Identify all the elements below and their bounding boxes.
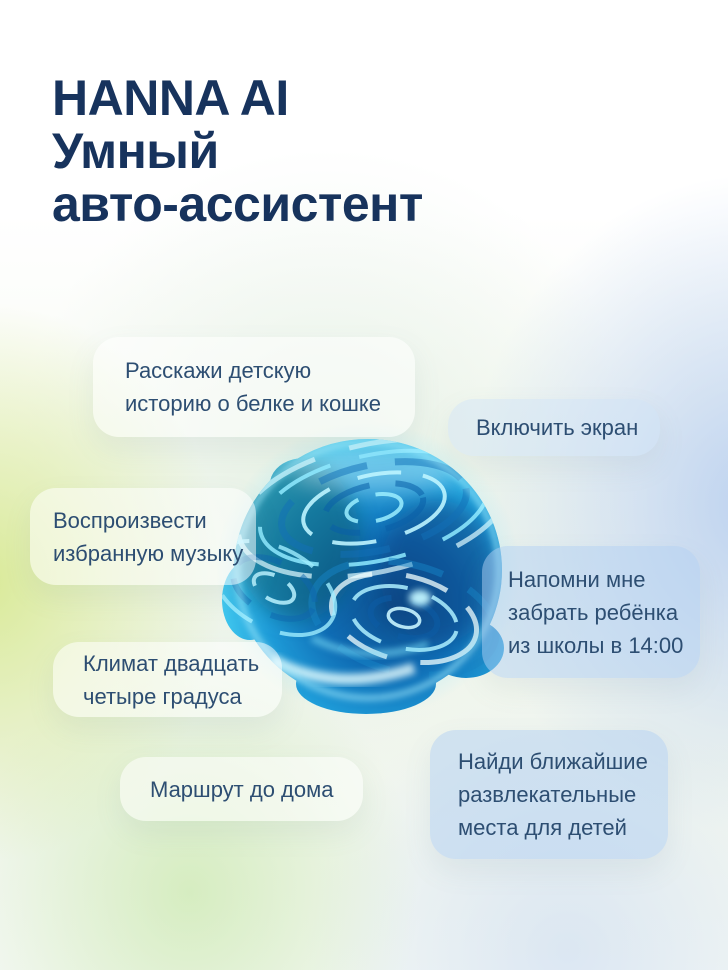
brand-name: HANNA AI <box>52 70 289 126</box>
bubble-text-line: развлекательные <box>458 782 637 807</box>
voice-command-bubble-story <box>93 337 415 437</box>
voice-command-bubble-screen-on <box>448 399 660 456</box>
bubble-text-line: Напомни мне <box>508 566 646 592</box>
bubble-text-line: места для детей <box>458 815 627 840</box>
bubble-text-line: Воспроизвести <box>53 507 207 533</box>
subtitle-line-2: авто-ассистент <box>52 176 423 232</box>
bubble-text-line: историю о белке и кошке <box>125 391 382 416</box>
voice-command-bubble-route-home <box>120 757 363 821</box>
bubble-text-line: Расскажи детскую <box>125 358 312 383</box>
bubble-text-line: Климат двадцать <box>83 650 260 676</box>
bubble-text-line: из школы в 14:00 <box>508 632 684 658</box>
page-title <box>52 72 423 231</box>
bubble-text-line: Маршрут до дома <box>150 776 334 802</box>
bubble-text-line: Найди ближайшие <box>458 749 648 774</box>
bubble-text-line: четыре градуса <box>83 683 242 709</box>
voice-command-bubble-kids-places <box>430 730 668 859</box>
voice-command-bubble-reminder <box>482 546 700 678</box>
subtitle-line-1: Умный <box>52 123 219 179</box>
bubble-text-line: Включить экран <box>476 415 639 440</box>
voice-command-bubble-climate <box>53 642 282 717</box>
bubble-text-line: забрать ребёнка <box>508 599 679 625</box>
voice-command-bubble-music <box>30 488 256 585</box>
bubble-text-line: избранную музыку <box>53 540 244 566</box>
